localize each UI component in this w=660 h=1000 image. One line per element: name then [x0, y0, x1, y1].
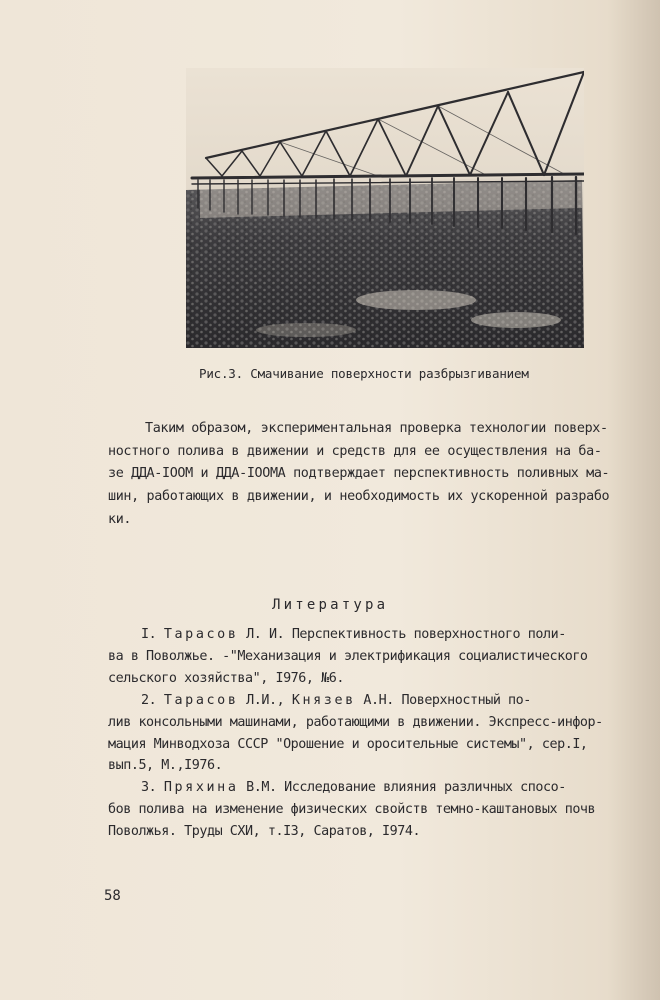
- reference-3-line-1: [108, 777, 660, 799]
- reference-1-line-1: [108, 624, 660, 646]
- reference-1-line-2: ва в Поволжье. -"Механизация и электрификация социалистического: [108, 648, 588, 664]
- reference-text: Перспективность поверхностного поли-: [291, 627, 566, 642]
- paragraph-line: зе ДДА-IOOM и ДДА-IOOMA подтверждает перспективность поливных ма-: [108, 466, 610, 482]
- paragraph-line: Таким образом, экспериментальная проверка технологии поверх-: [145, 421, 608, 436]
- reference-number: 3.: [141, 780, 157, 796]
- body-paragraph: [108, 418, 660, 532]
- paragraph-line: ностного полива в движении и средств для ее осуществления на ба-: [108, 443, 602, 459]
- reference-2-line-2: лив консольными машинами, работающими в движении. Экспресс-инфор-: [108, 714, 603, 730]
- reference-author: Тарасов: [163, 627, 239, 642]
- reference-2-line-3: мация Минводхоза СССР "Орошение и оросительные системы", сер.I,: [108, 736, 588, 752]
- reference-text: В.М. Исследование влияния различных спосо-: [246, 780, 566, 796]
- paragraph-line: шин, работающих в движении, и необходимость их ускоренной разрабо: [108, 489, 610, 505]
- figure-caption: Рис.3. Смачивание поверхности разбрызгиванием: [199, 366, 529, 381]
- reference-list: [108, 624, 660, 843]
- reference-number: 2.: [141, 692, 157, 708]
- irrigation-machine-photo: [186, 68, 584, 348]
- paragraph-line: ки.: [108, 511, 132, 527]
- reference-author: Князев: [291, 692, 356, 708]
- page-number: 58: [104, 888, 121, 904]
- reference-author: Тарасов: [163, 692, 239, 708]
- reference-text: А.Н. Поверхностный по-: [363, 692, 531, 708]
- reference-3-line-3: Поволжья. Труды СХИ, т.I3, Саратов, I974.: [108, 824, 421, 840]
- reference-3-line-2: бов полива на изменение физических свойств темно-каштановых почв: [108, 802, 596, 818]
- reference-2-line-4: вып.5, М.,I976.: [108, 758, 223, 774]
- reference-author: Пряхина: [163, 780, 239, 796]
- reference-2-line-1: [108, 690, 660, 712]
- literature-heading: Литература: [272, 597, 389, 613]
- reference-number: I.: [141, 627, 157, 642]
- reference-initials: Л.И.,: [246, 692, 285, 708]
- reference-1-line-3: сельского хозяйства", I976, №6.: [108, 670, 344, 686]
- reference-initials: Л. И.: [246, 627, 285, 642]
